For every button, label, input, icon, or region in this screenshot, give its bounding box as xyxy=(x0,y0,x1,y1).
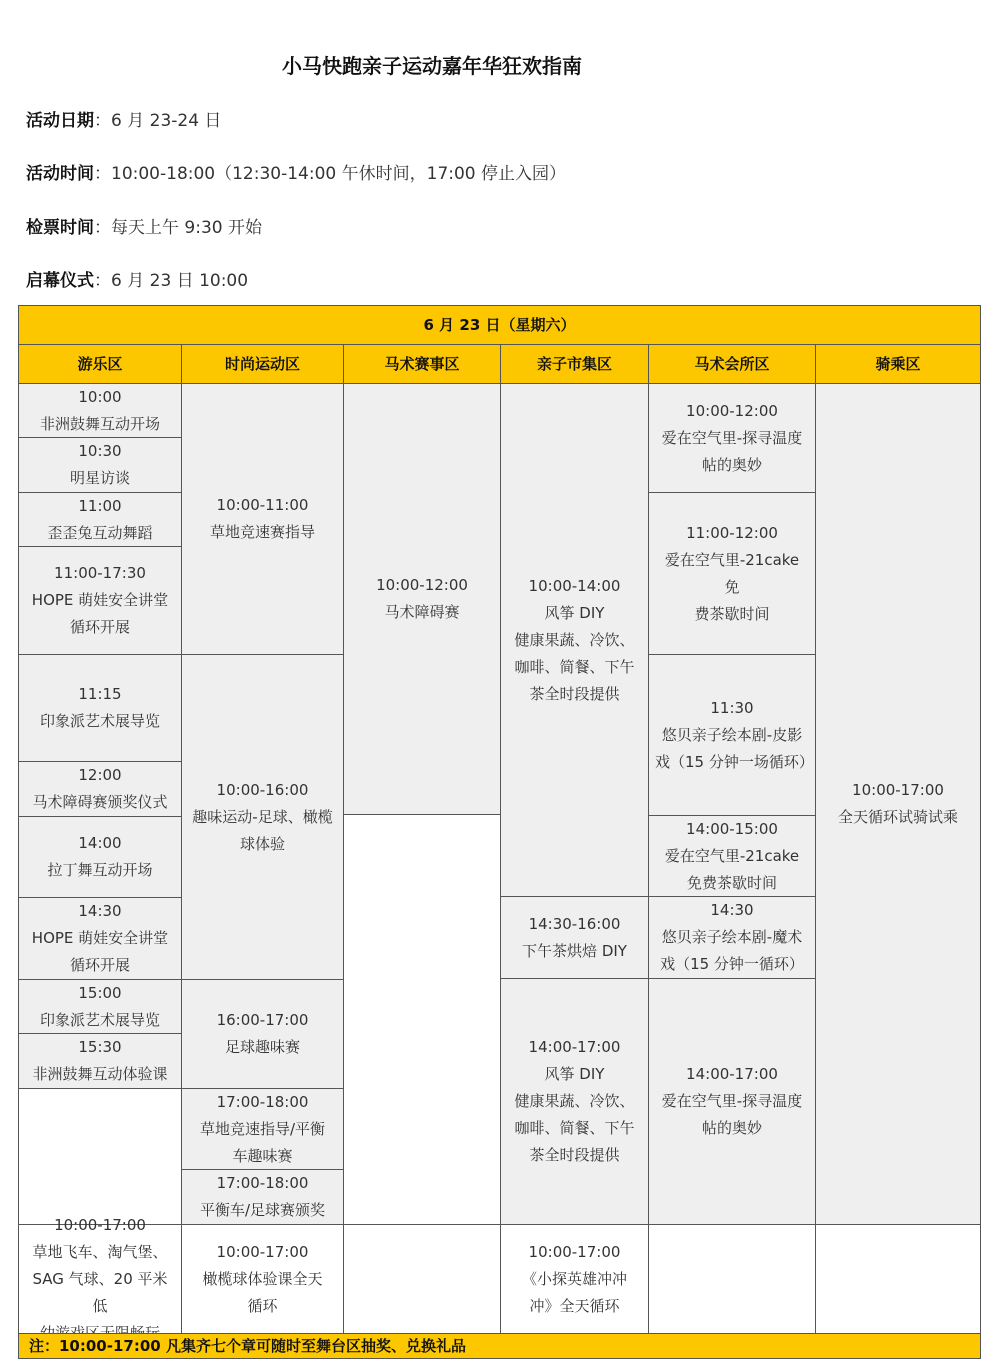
col-header-amusement: 游乐区 xyxy=(18,344,182,384)
footer-note: 注：10:00-17:00 凡集齐七个章可随时至舞台区抽奖、兑换礼品 xyxy=(18,1333,981,1359)
amusement-slot: 15:00 印象派艺术展导览 xyxy=(18,979,182,1034)
amusement-slot: 10:00-17:00 草地飞车、淘气堡、 SAG 气球、20 平米低 xyxy=(18,1224,182,1334)
market-slot: 14:30-16:00 下午茶烘焙 DIY xyxy=(500,896,649,979)
col-header-sport: 时尚运动区 xyxy=(181,344,344,384)
market-slot: 10:00-17:00 《小探英雄冲冲 冲》全天循环 xyxy=(500,1224,649,1334)
riding-slot: 10:00-17:00 全天循环试骑试乘 xyxy=(815,383,981,1225)
schedule-table xyxy=(18,305,981,1359)
amusement-slot: 11:15 印象派艺术展导览 xyxy=(18,654,182,762)
club-slot: 10:00-12:00 爱在空气里-探寻温度 帖的奥妙 xyxy=(648,383,816,493)
event-time-value: ：10:00-18:00（12:30-14:00 午休时间，17:00 停止入园） xyxy=(94,164,567,184)
event-date-label: 活动日期 xyxy=(26,111,94,131)
page-title: 小马快跑亲子运动嘉年华狂欢指南 xyxy=(282,54,582,78)
date-header: 6 月 23 日（星期六） xyxy=(18,305,981,345)
col-header-equestrian: 马术赛事区 xyxy=(343,344,501,384)
market-slot: 14:00-17:00 风筝 DIY 健康果蔬、冷饮、 咖啡、简餐、下午 茶全时段提供 xyxy=(500,978,649,1225)
opening-ceremony-value: ：6 月 23 日 10:00 xyxy=(94,271,249,291)
col-header-club: 马术会所区 xyxy=(648,344,816,384)
market-slot: 10:00-14:00 风筝 DIY 健康果蔬、冷饮、 咖啡、简餐、下午 茶全时段提供 xyxy=(500,383,649,897)
sport-slot: 10:00-11:00 草地竞速赛指导 xyxy=(181,383,344,655)
amusement-empty-slot xyxy=(18,1088,182,1225)
event-date-value: ：6 月 23-24 日 xyxy=(94,111,222,131)
amusement-slot: 14:00 拉丁舞互动开场 xyxy=(18,816,182,898)
sport-slot: 17:00-18:00 草地竞速指导/平衡 车趣味赛 xyxy=(181,1088,344,1170)
sport-slot: 17:00-18:00 平衡车/足球赛颁奖 xyxy=(181,1169,344,1225)
club-slot: 11:00-12:00 爱在空气里-21cake 免 费茶歇时间 xyxy=(648,492,816,655)
equestrian-empty-slot xyxy=(343,814,501,1225)
club-empty-slot xyxy=(648,1224,816,1334)
amusement-slot: 11:00 歪歪兔互动舞蹈 xyxy=(18,492,182,547)
club-slot: 11:30 悠贝亲子绘本剧-皮影 戏（15 分钟一场循环） xyxy=(648,654,816,816)
event-time-label: 活动时间 xyxy=(26,164,94,184)
event-time-line xyxy=(26,159,566,184)
amusement-slot: 14:30 HOPE 萌娃安全讲堂 循环开展 xyxy=(18,897,182,980)
amusement-slot: 10:00 非洲鼓舞互动开场 xyxy=(18,383,182,438)
col-header-riding: 骑乘区 xyxy=(815,344,981,384)
amusement-slot: 15:30 非洲鼓舞互动体验课 xyxy=(18,1033,182,1089)
event-date-line xyxy=(26,106,221,131)
club-slot: 14:00-15:00 爱在空气里-21cake 免费茶歇时间 xyxy=(648,815,816,897)
sport-slot: 10:00-16:00 趣味运动-足球、橄榄 球体验 xyxy=(181,654,344,980)
equestrian-slot: 10:00-12:00 马术障碍赛 xyxy=(343,383,501,815)
club-slot: 14:30 悠贝亲子绘本剧-魔术 戏（15 分钟一循环） xyxy=(648,896,816,979)
equestrian-empty-slot xyxy=(343,1224,501,1334)
riding-empty-slot xyxy=(815,1224,981,1334)
sport-slot: 16:00-17:00 足球趣味赛 xyxy=(181,979,344,1089)
col-header-market: 亲子市集区 xyxy=(500,344,649,384)
sport-slot: 10:00-17:00 橄榄球体验课全天 循环 xyxy=(181,1224,344,1334)
ticket-time-value: ：每天上午 9:30 开始 xyxy=(94,218,262,238)
ticket-time-label: 检票时间 xyxy=(26,218,94,238)
amusement-slot: 12:00 马术障碍赛颁奖仪式 xyxy=(18,761,182,817)
ticket-time-line xyxy=(26,213,262,238)
opening-ceremony-label: 启幕仪式 xyxy=(26,271,94,291)
club-slot: 14:00-17:00 爱在空气里-探寻温度 帖的奥妙 xyxy=(648,978,816,1225)
opening-ceremony-line xyxy=(26,266,248,291)
amusement-slot: 11:00-17:30 HOPE 萌娃安全讲堂 循环开展 xyxy=(18,546,182,655)
amusement-slot: 10:30 明星访谈 xyxy=(18,437,182,493)
